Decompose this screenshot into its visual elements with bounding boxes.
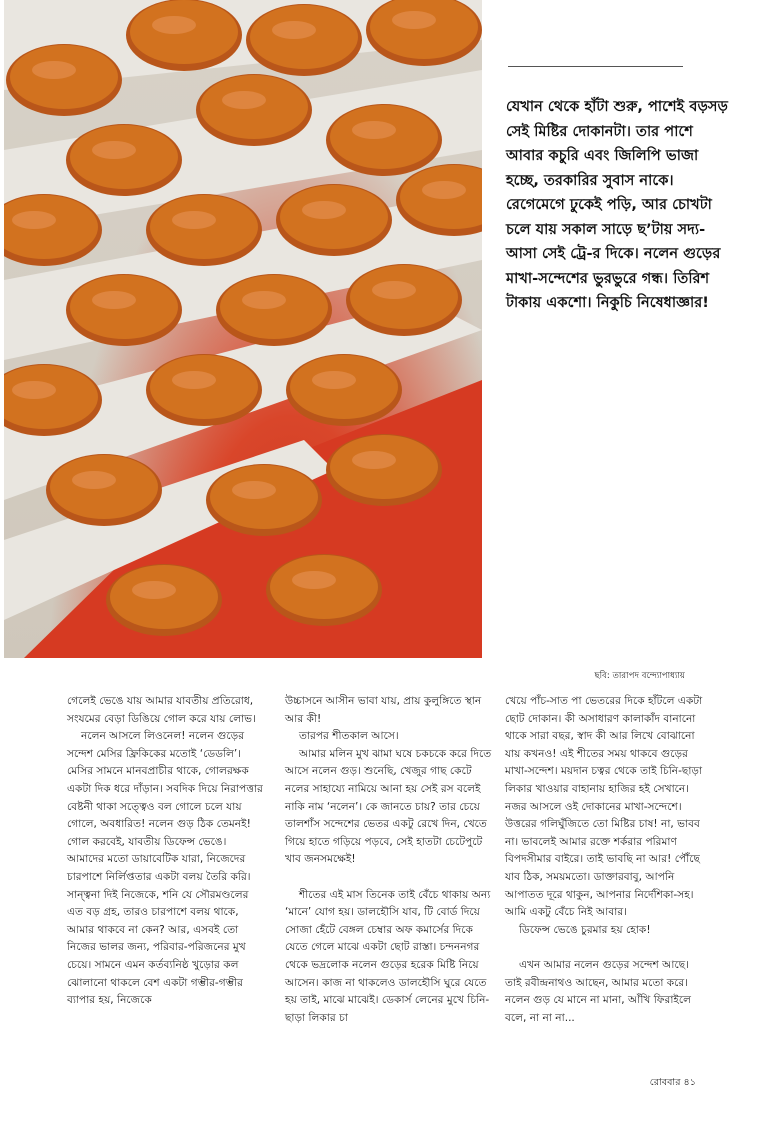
sandesh-highlight [12,211,56,229]
paragraph: ডিফেন্স ভেঙে চুরমার হয় হোক! [519,923,651,936]
paragraph: তারপর শীতকাল আসে। [299,730,399,743]
sandesh-highlight [92,291,136,309]
sandesh-highlight [242,291,286,309]
sandesh-highlight [222,91,266,109]
article-column-3 [505,693,705,1027]
paragraph: খেয়ে পাঁচ-সাত পা ভেতরের দিকে হাঁটলে একটা ছোট দোকান। কী অসাধারণ কালাকাঁদ বানানো থাকে সারা বছর, স্বাদ কী আর লিখে বোঝানো যায় কখনও! এই শীতের সময় থাকবে গুড়ের মাখা-সন্দেশ। ময়দান চত্বর থেকে তাই চিনি-ছাড়া লিকার খাওয়ার বাহানায় হাজির হই সেখানে। নজর আসলে ওই দোকানের মাখা-সন্দেশে। উত্তরের গলিঘুঁজিতে তো মিষ্টির চাষ! না, ভাবব না। ভাবলেই আমার রক্তে শর্করার পরিমাণ বিপদসীমার বাইরে। তাই ভাবছি না আর! পৌঁছে যাব ঠিক, সময়মতো। ডাক্তারবাবু, আপনি আপাতত দূরে থাকুন, আপনার নির্দেশিকা-সহ। আমি একটু বেঁচে নিই আবার। [505,695,703,919]
paragraph: আমার মলিন মুখ ঝামা ঘষে চকচকে করে দিতে আসে নলেন গুড়। শুনেছি, খেজুর গাছ কেটে নলের সাহায্যে নামিয়ে আনা হয় সেই রস বলেই নাকি নাম ‘নলেন’। কে জানতে চায়? তার চেয়ে তালশাঁস সন্দেশের ভেতর একটু রেখে দিন, খেতে গিয়ে হাতে গড়িয়ে পড়বে, সেই হাতটা চেটেপুটে খাব জনসমক্ষেই! [285,747,492,866]
paragraph: উচ্চাসনে আসীন ভাবা যায়, প্রায় কুলুঙ্গিতে স্থান আর কী! [285,695,482,725]
sandesh-highlight [172,371,216,389]
pull-quote-rule [508,66,683,67]
sandesh-tray-photo [4,0,482,658]
sandesh-highlight [32,61,76,79]
sandesh-highlight [12,381,56,399]
photo-credit: ছবি: তারাপদ বন্দ্যোপাধ্যায় [594,671,685,681]
paragraph: আমাদের মতো ডায়াবেটিক যারা, নিজেদের চারপাশে নির্লিপ্ততার একটা বলয় তৈরি করি। সান্ত্বনা দিই নিজেকে, শনি যে সৌরমণ্ডলের এত বড় গ্রহ, তারও চারপাশে বলয় থাকে, আমার থাকবে না কেন? আর, এসবই তো নিজের ভালর জন্য, পরিবার-পরিজনের মুখ চেয়ে। সামনে এমন কর্তব্যনিষ্ঠ খুড়োর কল ঝোলানো থাকলে বেশ একটা গম্ভীর-গম্ভীর ব্যাপার হয়, নিজেকে [67,853,251,1007]
sandesh-highlight [72,471,116,489]
article-column-2 [285,693,495,1027]
sandesh-highlight [292,571,336,589]
sandesh-highlight [352,451,396,469]
sandesh-highlight [132,581,176,599]
pull-quote: যেখান থেকে হাঁটা শুরু, পাশেই বড়সড় সেই মিষ্টির দোকানটা। তার পাশে আবার কচুরি এবং জিলিপি ভাজা হচ্ছে, তরকারির সুবাস নাকে। রেগেমেগে ঢুকেই পড়ি, আর চোখটা চলে যায় সকাল সাড়ে ছ’টায় সদ্য-আসা সেই ট্রে-র দিকে। নলেন গুড়ের মাখা-সন্দেশের ভুরভুরে গন্ধ। তিরিশ টাকায় একশো। নিকুচি নিষেধাজ্ঞার! [506,98,728,311]
sandesh-highlight [302,201,346,219]
sandesh-highlight [392,11,436,29]
sandesh-highlight [172,211,216,229]
sandesh-highlight [352,121,396,139]
sandesh-highlight [422,181,466,199]
page-footer: রোববার ৪১ [649,1077,696,1088]
paragraph: এখন আমার নলেন গুড়ের সন্দেশ আছে। তাই রবীন্দ্রনাথও আছেন, আমার মতো করে। নলেন গুড় যে মানে না মানা, আঁখি ফিরাইলে বলে, না না না... [505,958,692,1024]
sandesh-highlight [272,21,316,39]
sandesh-highlight [312,371,356,389]
paragraph: শীতের এই মাস তিনেক তাই বেঁচে থাকায় অন্য ‘মানে’ যোগ হয়। ডালহৌসি যাব, টি বোর্ড দিয়ে সোজা হেঁটে বেঙ্গল চেম্বার অফ কমার্সের দিকে যেতে গেলে মাঝে একটা ছোট রাস্তা। চন্দননগর থেকে ভদ্রলোক নলেন গুড়ের হরেক মিষ্টি নিয়ে আসেন। কাজ না থাকলেও ডালহৌসি ঘুরে যেতে হয় তাই, মাঝে মাঝেই। ডেকার্স লেনের মুখে চিনি-ছাড়া লিকার চা [285,888,491,1024]
sandesh-highlight [372,281,416,299]
article-column-1 [67,693,267,1010]
paragraph: গেলেই ভেঙে যায় আমার যাবতীয় প্রতিরোধ, সংযমের বেড়া ডিঙিয়ে গোল করে যায় লোভ। [67,695,256,725]
paragraph: নলেন আসলে লিওনেল! নলেন গুড়ের সন্দেশ মেসির ফ্রিকিকের মতোই ‘ডেডলি’। মেসির সামনে মানবপ্রাচীর থাকে, গোলরক্ষক একটা দিক ধরে দাঁড়ান। সবদিক দিয়ে নিরাপত্তার বেষ্টনী থাকা সত্ত্বেও বল গোলে চলে যায় গোলে, অবধারিত! নলেন গুড় ঠিক তেমনই! গোল করবেই, যাবতীয় ডিফেন্স ভেঙে। [67,730,263,848]
sandesh-highlight [232,481,276,499]
sandesh-illustration [4,0,482,658]
sandesh-highlight [92,141,136,159]
sandesh-highlight [152,16,196,34]
